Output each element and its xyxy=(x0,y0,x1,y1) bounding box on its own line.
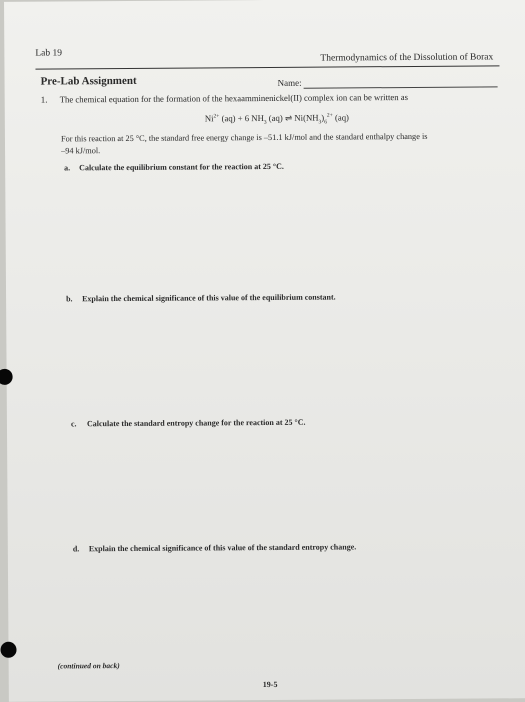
worksheet-page xyxy=(4,0,525,702)
part-a-text: Calculate the equilibrium constant for the reaction at 25 °C. xyxy=(79,161,284,173)
part-c-text: Calculate the standard entropy change for the reaction at 25 °C. xyxy=(86,417,306,429)
continued-note: (continued on back) xyxy=(57,661,120,671)
question-paragraph-line: –94 kJ/mol. xyxy=(61,146,101,156)
name-field-line[interactable] xyxy=(304,86,498,88)
name-label: Name: xyxy=(277,77,302,88)
binder-hole xyxy=(0,369,13,385)
part-a-label: a. xyxy=(64,163,71,173)
question-number: 1. xyxy=(40,94,48,105)
lab-number: Lab 19 xyxy=(35,48,63,59)
part-b-text: Explain the chemical significance of this value of the equilibrium constant. xyxy=(82,292,336,304)
section-title: Pre-Lab Assignment xyxy=(40,74,137,88)
question-text: The chemical equation for the formation of the hexaamminenickel(II) complex ion can be written as xyxy=(59,92,409,105)
page-number: 19-5 xyxy=(262,679,278,690)
part-d-text: Explain the chemical significance of this value of the standard entropy change. xyxy=(88,542,357,554)
chemical-equation: $Ni^{2+}$ (aq) + 6 $NH_3$ (aq) ⇌ $Ni(NH_3)_6^{2+}$ (aq) xyxy=(204,112,349,126)
header-divider xyxy=(35,65,499,69)
question-paragraph-line: For this reaction at 25 °C, the standard free energy change is –51.1 kJ/mol and the standard enthalpy change is xyxy=(60,131,428,144)
part-b-label: b. xyxy=(66,294,73,304)
part-d-label: d. xyxy=(72,544,80,554)
binder-hole xyxy=(0,642,16,658)
part-c-label: c. xyxy=(70,419,77,429)
lab-title: Thermodynamics of the Dissolution of Borax xyxy=(320,52,494,64)
